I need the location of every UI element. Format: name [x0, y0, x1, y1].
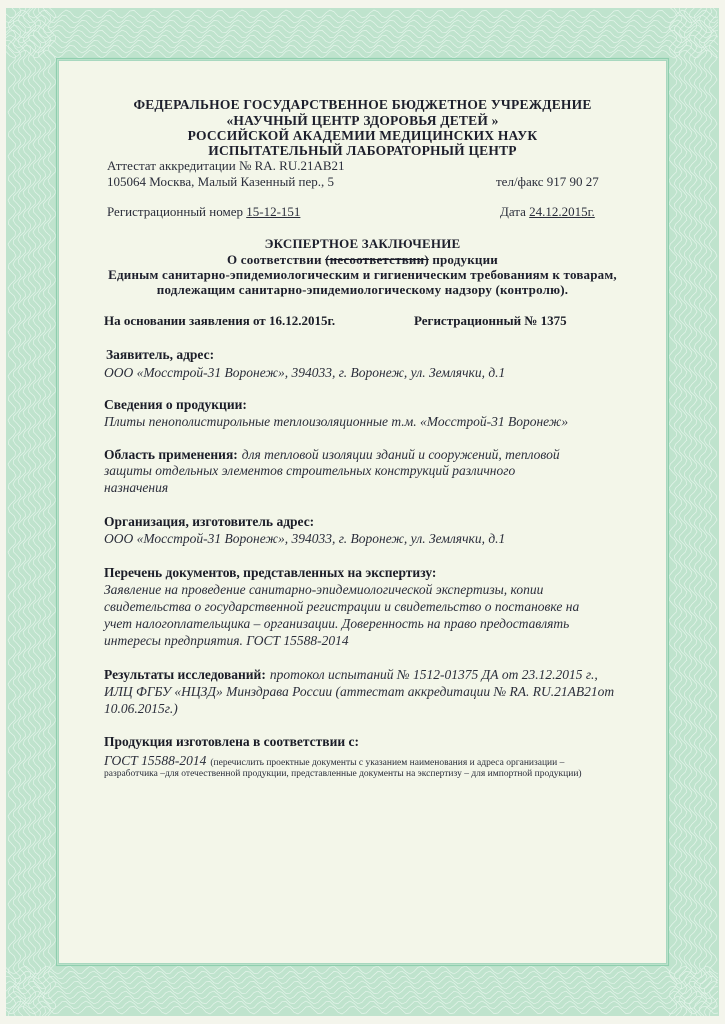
institution-phone: тел/факс 917 90 27 [496, 174, 599, 189]
conclusion-line-1-b: продукции [432, 252, 498, 267]
accreditation-certificate: Аттестат аккредитации № RA. RU.21AB21 [107, 158, 345, 173]
manufacturer-value: ООО «Мосстрой-31 Воронеж», 394033, г. Воронеж, ул. Землячки, д.1 [104, 531, 506, 546]
documents-line-3: учет налогоплательщика – организации. Доверенность на право предоставлять [104, 616, 570, 631]
conclusion-line-3: подлежащим санитарно-эпидемиологическому надзору (контролю). [156, 282, 569, 297]
compliance-note-2: разработчика –для отечественной продукции, представленные документы на экспертизу – для импортной продукции) [104, 769, 582, 779]
scope-label: Область применения: [104, 447, 238, 462]
scope-value-1: для тепловой изоляции зданий и сооружений, тепловой [241, 447, 560, 462]
applicant-label: Заявитель, адрес: [106, 347, 215, 362]
institution-line-2: «НАУЧНЫЙ ЦЕНТР ЗДОРОВЬЯ ДЕТЕЙ » [226, 113, 499, 128]
application-reg-number: Регистрационный № 1375 [414, 313, 567, 328]
scope-line-3: назначения [104, 480, 169, 495]
application-basis: На основании заявления от 16.12.2015г. [104, 313, 336, 328]
conclusion-line-1 [0, 252, 725, 268]
documents-label: Перечень документов, представленных на экспертизу: [104, 565, 437, 580]
scope-line-1 [104, 446, 560, 464]
registration-date: 24.12.2015г. [529, 204, 595, 219]
product-label: Сведения о продукции: [104, 397, 247, 412]
institution-line-1: ФЕДЕРАЛЬНОЕ ГОСУДАРСТВЕННОЕ БЮДЖЕТНОЕ УЧРЕЖДЕНИЕ [133, 97, 592, 112]
results-line-3: 10.06.2015г.) [104, 701, 178, 716]
documents-line-1: Заявление на проведение санитарно-эпидемиологической экспертизы, копии [104, 582, 544, 597]
documents-line-4: интересы предприятия. ГОСТ 15588-2014 [104, 633, 349, 648]
manufacturer-label: Организация, изготовитель адрес: [104, 514, 315, 529]
conclusion-line-1-a: О соответствии [227, 252, 322, 267]
conclusion-line-1-struck: (несоответствии) [325, 252, 429, 267]
results-label: Результаты исследований: [104, 667, 266, 682]
registration-date-row [500, 204, 595, 220]
compliance-line-1 [104, 752, 564, 770]
results-line-2: ИЛЦ ФГБУ «НЦЗД» Минздрава России (аттестат аккредитации № RA. RU.21AB21от [104, 684, 615, 699]
results-line-1 [104, 666, 598, 684]
compliance-label: Продукция изготовлена в соответствии с: [104, 734, 360, 749]
date-label: Дата [500, 204, 526, 219]
compliance-gost: ГОСТ 15588-2014 [104, 753, 207, 768]
institution-line-3: РОССИЙСКОЙ АКАДЕМИИ МЕДИЦИНСКИХ НАУК [187, 128, 538, 143]
document-body [58, 60, 667, 964]
product-value: Плиты пенополистирольные теплоизоляционные т.м. «Мосстрой-31 Воронеж» [104, 414, 569, 429]
documents-line-2: свидетельства о государственной регистрации и свидетельство о постановке на [104, 599, 580, 614]
conclusion-title: ЭКСПЕРТНОЕ ЗАКЛЮЧЕНИЕ [264, 236, 461, 251]
institution-address: 105064 Москва, Малый Казенный пер., 5 [107, 174, 335, 189]
applicant-value: ООО «Мосстрой-31 Воронеж», 394033, г. Воронеж, ул. Землячки, д.1 [104, 365, 506, 380]
registration-number-row [107, 204, 300, 220]
compliance-note-1: (перечислить проектные документы с указанием наименования и адреса организации – [210, 758, 565, 768]
scope-line-2: защиты отдельных элементов строительных конструкций различного [104, 463, 516, 478]
registration-label: Регистрационный номер [107, 204, 243, 219]
conclusion-line-2: Единым санитарно-эпидемиологическим и гигиеническим требованиям к товарам, [108, 267, 617, 282]
results-value-1: протокол испытаний № 1512-01375 ДА от 23.12.2015 г., [269, 667, 598, 682]
registration-number: 15-12-151 [246, 204, 301, 219]
institution-line-4: ИСПЫТАТЕЛЬНЫЙ ЛАБОРАТОРНЫЙ ЦЕНТР [208, 143, 517, 158]
